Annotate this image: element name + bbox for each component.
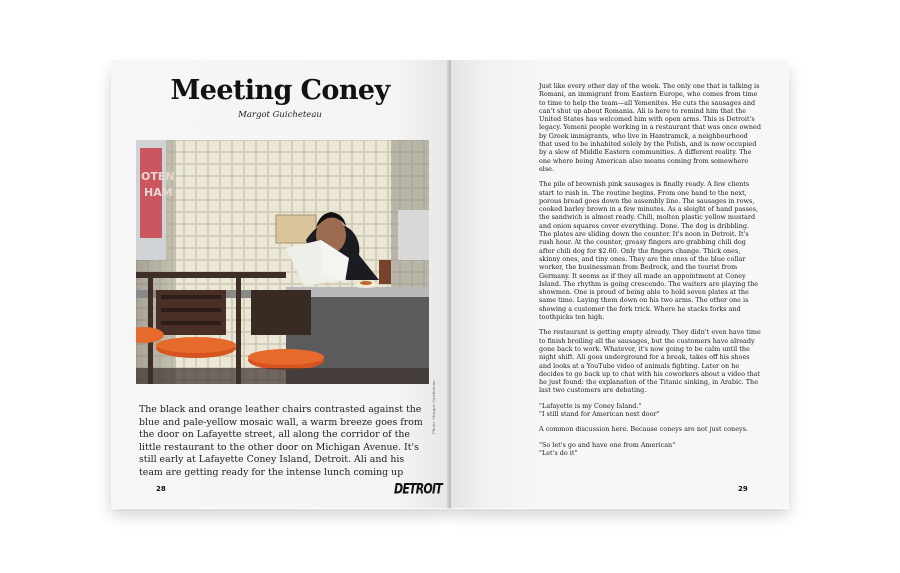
detroit-logo: DETROIT: [394, 481, 442, 498]
dialogue-line: "Let's do it": [539, 448, 578, 457]
body-paragraph: A common discussion here. Because coneys are not just coneys.: [539, 425, 748, 434]
body-paragraph: The restaurant is getting empty already. They didn't even have time to finish broiling all the sausages, but the customers have already gone back to work. Whatever, it's now going to be calm until the night shift. Ali goes underground for a break, takes off his shoes and looks at a YouTube video of animals fighting. Later on he decides to go back up to chat with his coworkers about a video that he just found: the explanation of the Titanic sinking, in Arabic. The last two customers are debating.: [539, 328, 761, 395]
body-paragraph: Just like every other day of the week. The only one that is talking is Romani, an immigrant from Eastern Europe, who comes from time to time to help the team—all Yemenites. He cuts the sausages and can't shut up about Romania. Ali is here to remind him that the United States has welcomed him with open arms. This is Detroit's legacy. Yemeni people working in a restaurant that was once owned by Greek immigrants, who live in Hamtramck, a neighbourhood that used to be inhabited solely by the Polish, and is now occupied by a slew of Middle Eastern communities. A different reality. The one where being American also means coming from somewhere else.: [539, 82, 761, 173]
dialogue-block: [539, 402, 761, 419]
article-title: Meeting Coney: [170, 75, 390, 106]
dialogue-block: [539, 441, 761, 458]
photo-caption: The black and orange leather chairs contrasted against the blue and pale-yellow mosaic wall, a warm breeze goes from the door on Lafayette street, all along the corridor of the little restaurant to the other door on Michigan Avenue. It's still early at Lafayette Coney Island, Detroit. Ali and his team are getting ready for the intense lunch coming up: [139, 404, 423, 478]
page-number-right: 29: [738, 485, 748, 493]
photo-sign-text: OTEN HAM: [141, 170, 175, 199]
page-number-left: 28: [156, 485, 166, 493]
article-body: [539, 82, 761, 464]
dialogue-line: "So let's go and have one from American": [539, 440, 676, 449]
restaurant-photo-illustration: [136, 140, 429, 384]
dialogue-line: "Lafayette is my Coney Island.": [539, 401, 642, 410]
restaurant-photo: [136, 140, 429, 384]
article-author: Margot Guicheteau: [238, 110, 322, 120]
photo-credit: Photo: Margot Guicheteau: [431, 380, 436, 434]
body-paragraph: The pile of brownish pink sausages is finally ready. A few clients start to rush in. The routine begins. From one hand to the next, porous bread goes down the assembly line. The sausages in rows, cooked barley brown in a few minutes. As a sleight of hand passes, the sandwich is almost ready. Chili, molten plastic yellow mustard and onion squares cover everything. Done. The dog is dribbling. The plates are sliding down the counter. It's noon in Detroit. It's rush hour. At the counter, greasy fingers are grabbing chili dog after chili dog for $2.60. Only the fingers change. Thick ones, skinny ones, and tiny ones. They are the ones of the blue collar worker, the businessman from Bedrock, and the tourist from Germany. It seems as if they all made an appointment at Coney Island. The rhythm is going crescendo. The waiters are playing the showmen. One is proud of being able to hold seven plates at the same time. Laying them down on his two arms. The other one is showing a customer the fork trick. Where he stacks forks and toothpicks ten high.: [539, 180, 759, 322]
dialogue-line: "I still stand for American next door": [539, 409, 660, 418]
right-page: [451, 60, 789, 508]
left-page: [111, 60, 449, 508]
